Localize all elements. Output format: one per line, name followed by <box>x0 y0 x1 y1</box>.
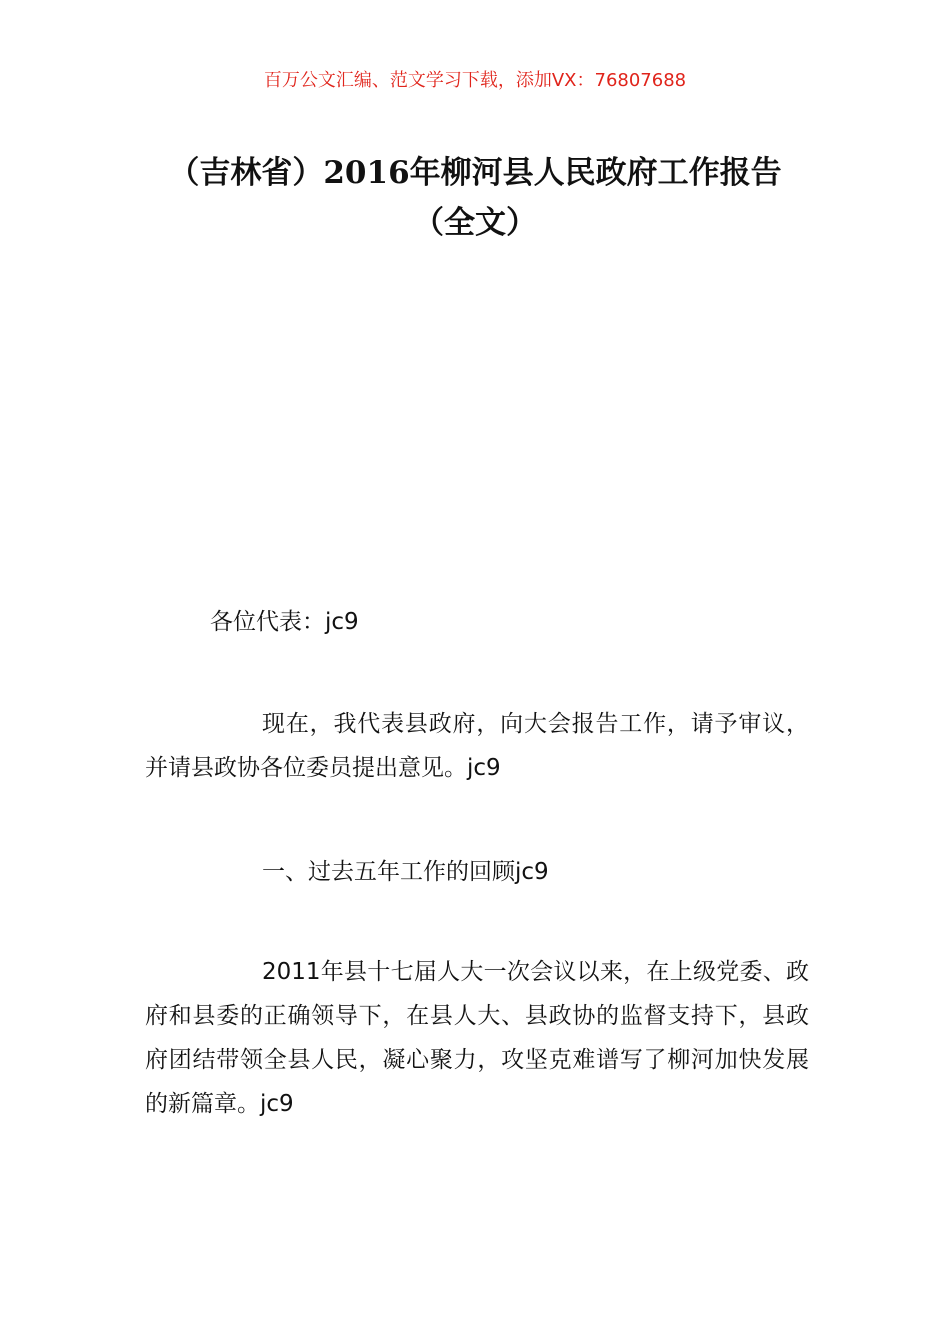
section-heading: 一、过去五年工作的回顾jc9 <box>262 859 549 885</box>
header-note: 百万公文汇编、范文学习下载，添加VX：76807688 <box>263 70 687 91</box>
salutation: 各位代表：jc9 <box>210 609 359 635</box>
page-title: （吉林省）2016年柳河县人民政府工作报告（全文） <box>168 155 782 241</box>
paragraph-intro: 现在，我代表县政府，向大会报告工作，请予审议，并请县政协各位委员提出意见。jc9 <box>145 711 809 781</box>
paragraph-review: 2011年县十七届人大一次会议以来，在上级党委、政府和县委的正确领导下，在县人大、县政协的监督支持下，县政府团结带领全县人民，凝心聚力，攻坚克难谱写了柳河加快发展的新篇章。jc9 <box>145 959 809 1117</box>
